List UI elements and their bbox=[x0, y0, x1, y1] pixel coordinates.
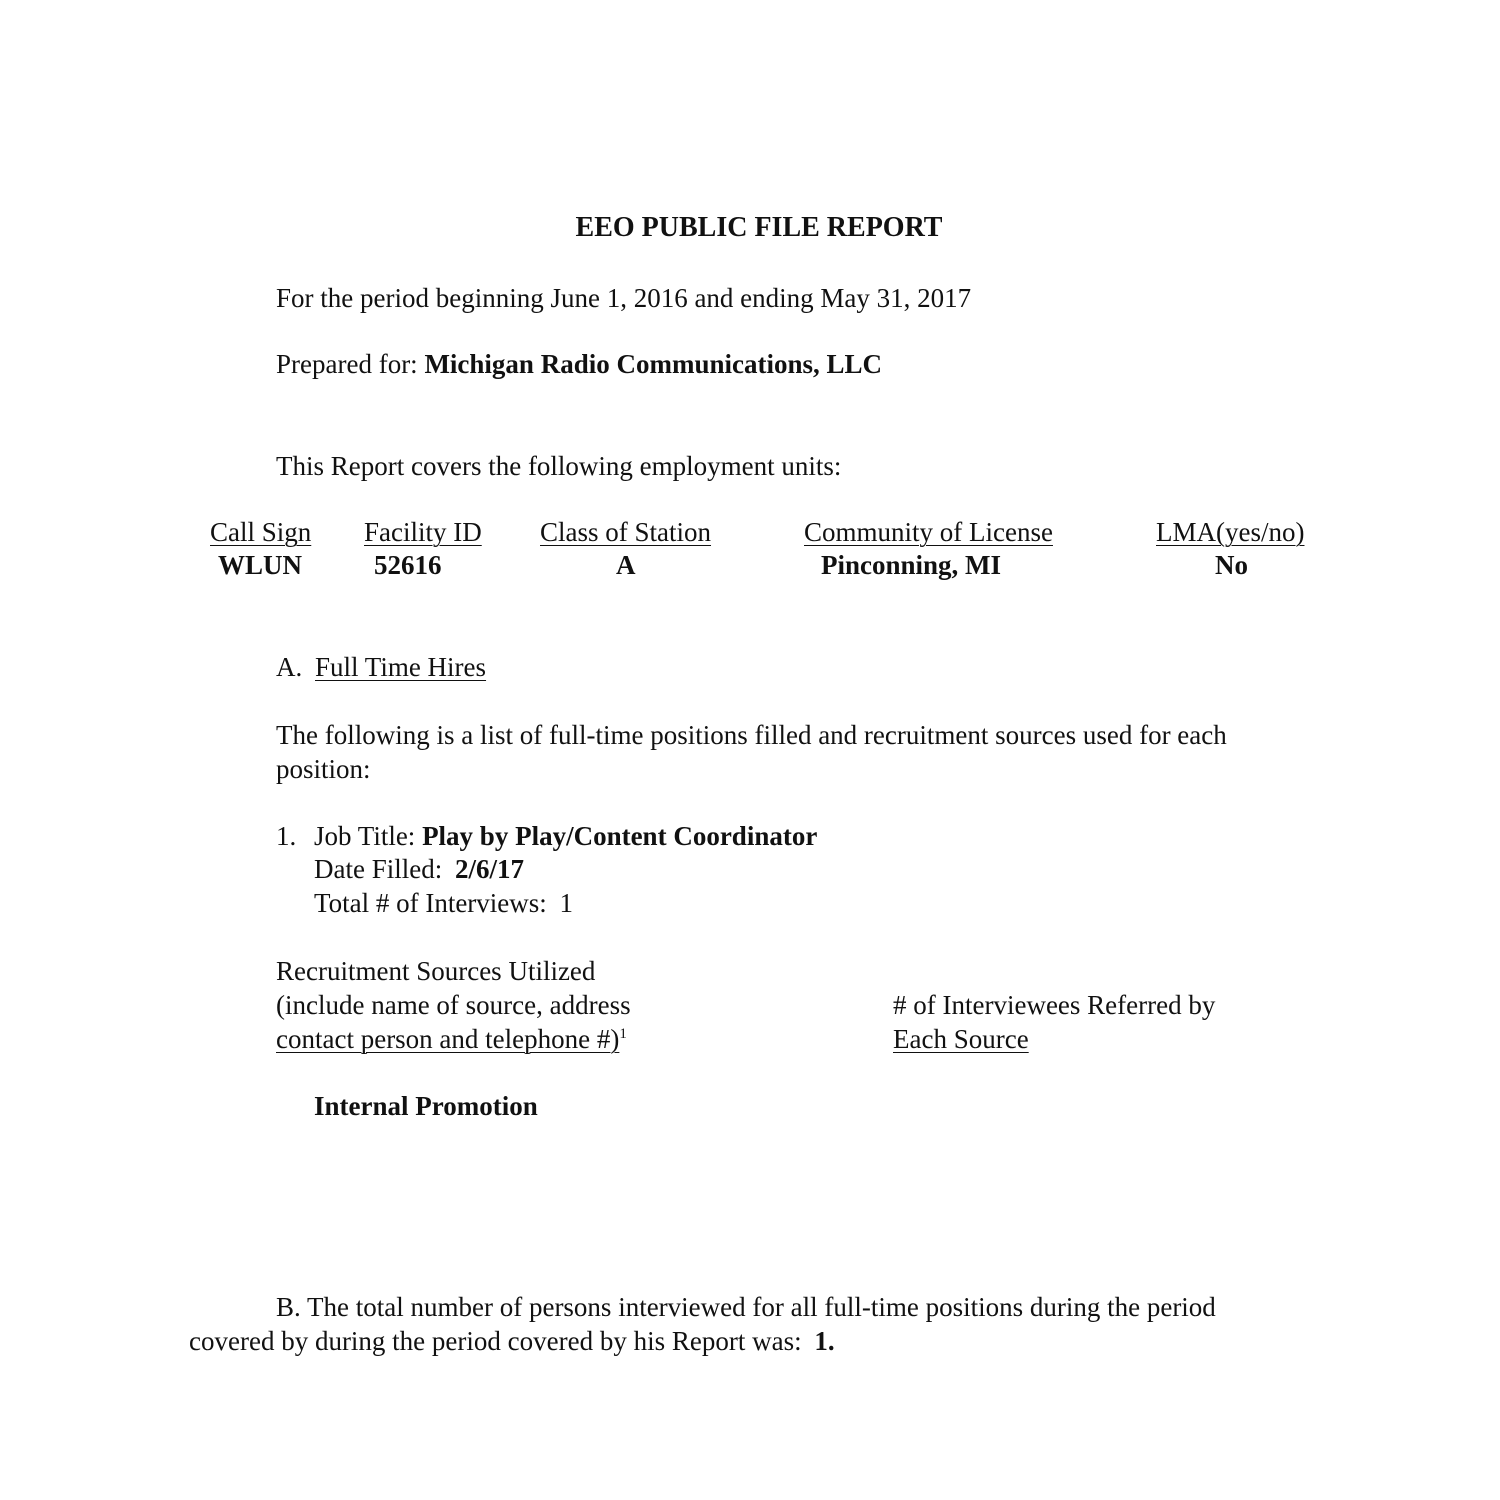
section-a-intro-line1: The following is a list of full-time positions filled and recruitment sources used for each bbox=[276, 720, 1227, 750]
section-a-title: Full Time Hires bbox=[315, 652, 487, 682]
prepared-for bbox=[276, 347, 882, 381]
interviews-value: 1 bbox=[559, 888, 574, 918]
referred-header-line2: Each Source bbox=[893, 1024, 1029, 1054]
section-b-line2 bbox=[189, 1324, 835, 1358]
section-a-letter: A. bbox=[276, 652, 303, 682]
header-lma: LMA(yes/no) bbox=[1156, 517, 1305, 547]
footnote-marker: 1 bbox=[619, 1026, 627, 1042]
section-a-heading bbox=[276, 650, 486, 684]
interviews-line bbox=[314, 886, 573, 920]
cell-facility-id: 52616 bbox=[374, 550, 442, 580]
header-facility-id: Facility ID bbox=[364, 517, 482, 547]
source-entry bbox=[314, 1089, 538, 1123]
date-filled-label: Date Filled: bbox=[314, 854, 443, 884]
referred-header-line1: # of Interviewees Referred by bbox=[893, 990, 1216, 1020]
header-call-sign: Call Sign bbox=[210, 517, 312, 547]
report-title: EEO PUBLIC FILE REPORT bbox=[575, 212, 943, 243]
job-title-label: Job Title: bbox=[314, 821, 416, 851]
cell-community-of-license: Pinconning, MI bbox=[821, 550, 1002, 580]
section-b-total: 1. bbox=[814, 1326, 835, 1356]
job-title-value: Play by Play/Content Coordinator bbox=[422, 821, 818, 851]
sources-header-line1: Recruitment Sources Utilized bbox=[276, 956, 596, 986]
job-number: 1. bbox=[276, 821, 297, 851]
section-b-line1: B. The total number of persons interviewed for all full-time positions during the period bbox=[276, 1292, 1216, 1322]
sources-header-line3-text: contact person and telephone #) bbox=[276, 1024, 620, 1054]
prepared-for-label: Prepared for: bbox=[276, 349, 418, 379]
cell-lma: No bbox=[1215, 550, 1248, 580]
sources-header-line2: (include name of source, address bbox=[276, 990, 631, 1020]
period-text: For the period beginning June 1, 2016 and ending May 31, 2017 bbox=[276, 283, 972, 313]
prepared-for-name: Michigan Radio Communications, LLC bbox=[424, 349, 882, 379]
source-name: Internal Promotion bbox=[314, 1091, 538, 1121]
cell-class-of-station: A bbox=[616, 550, 636, 580]
interviews-label: Total # of Interviews: bbox=[314, 888, 547, 918]
section-a-intro-line2: position: bbox=[276, 754, 371, 784]
header-community-of-license: Community of License bbox=[804, 517, 1053, 547]
section-b-line2-text: covered by during the period covered by his Report was: bbox=[189, 1326, 802, 1356]
date-filled-line bbox=[314, 852, 524, 886]
header-class-of-station: Class of Station bbox=[540, 517, 712, 547]
units-intro: This Report covers the following employment units: bbox=[276, 451, 842, 481]
date-filled-value: 2/6/17 bbox=[454, 854, 524, 884]
sources-header-line3 bbox=[276, 1022, 627, 1056]
cell-call-sign: WLUN bbox=[218, 550, 303, 580]
job-title-line bbox=[314, 819, 817, 853]
